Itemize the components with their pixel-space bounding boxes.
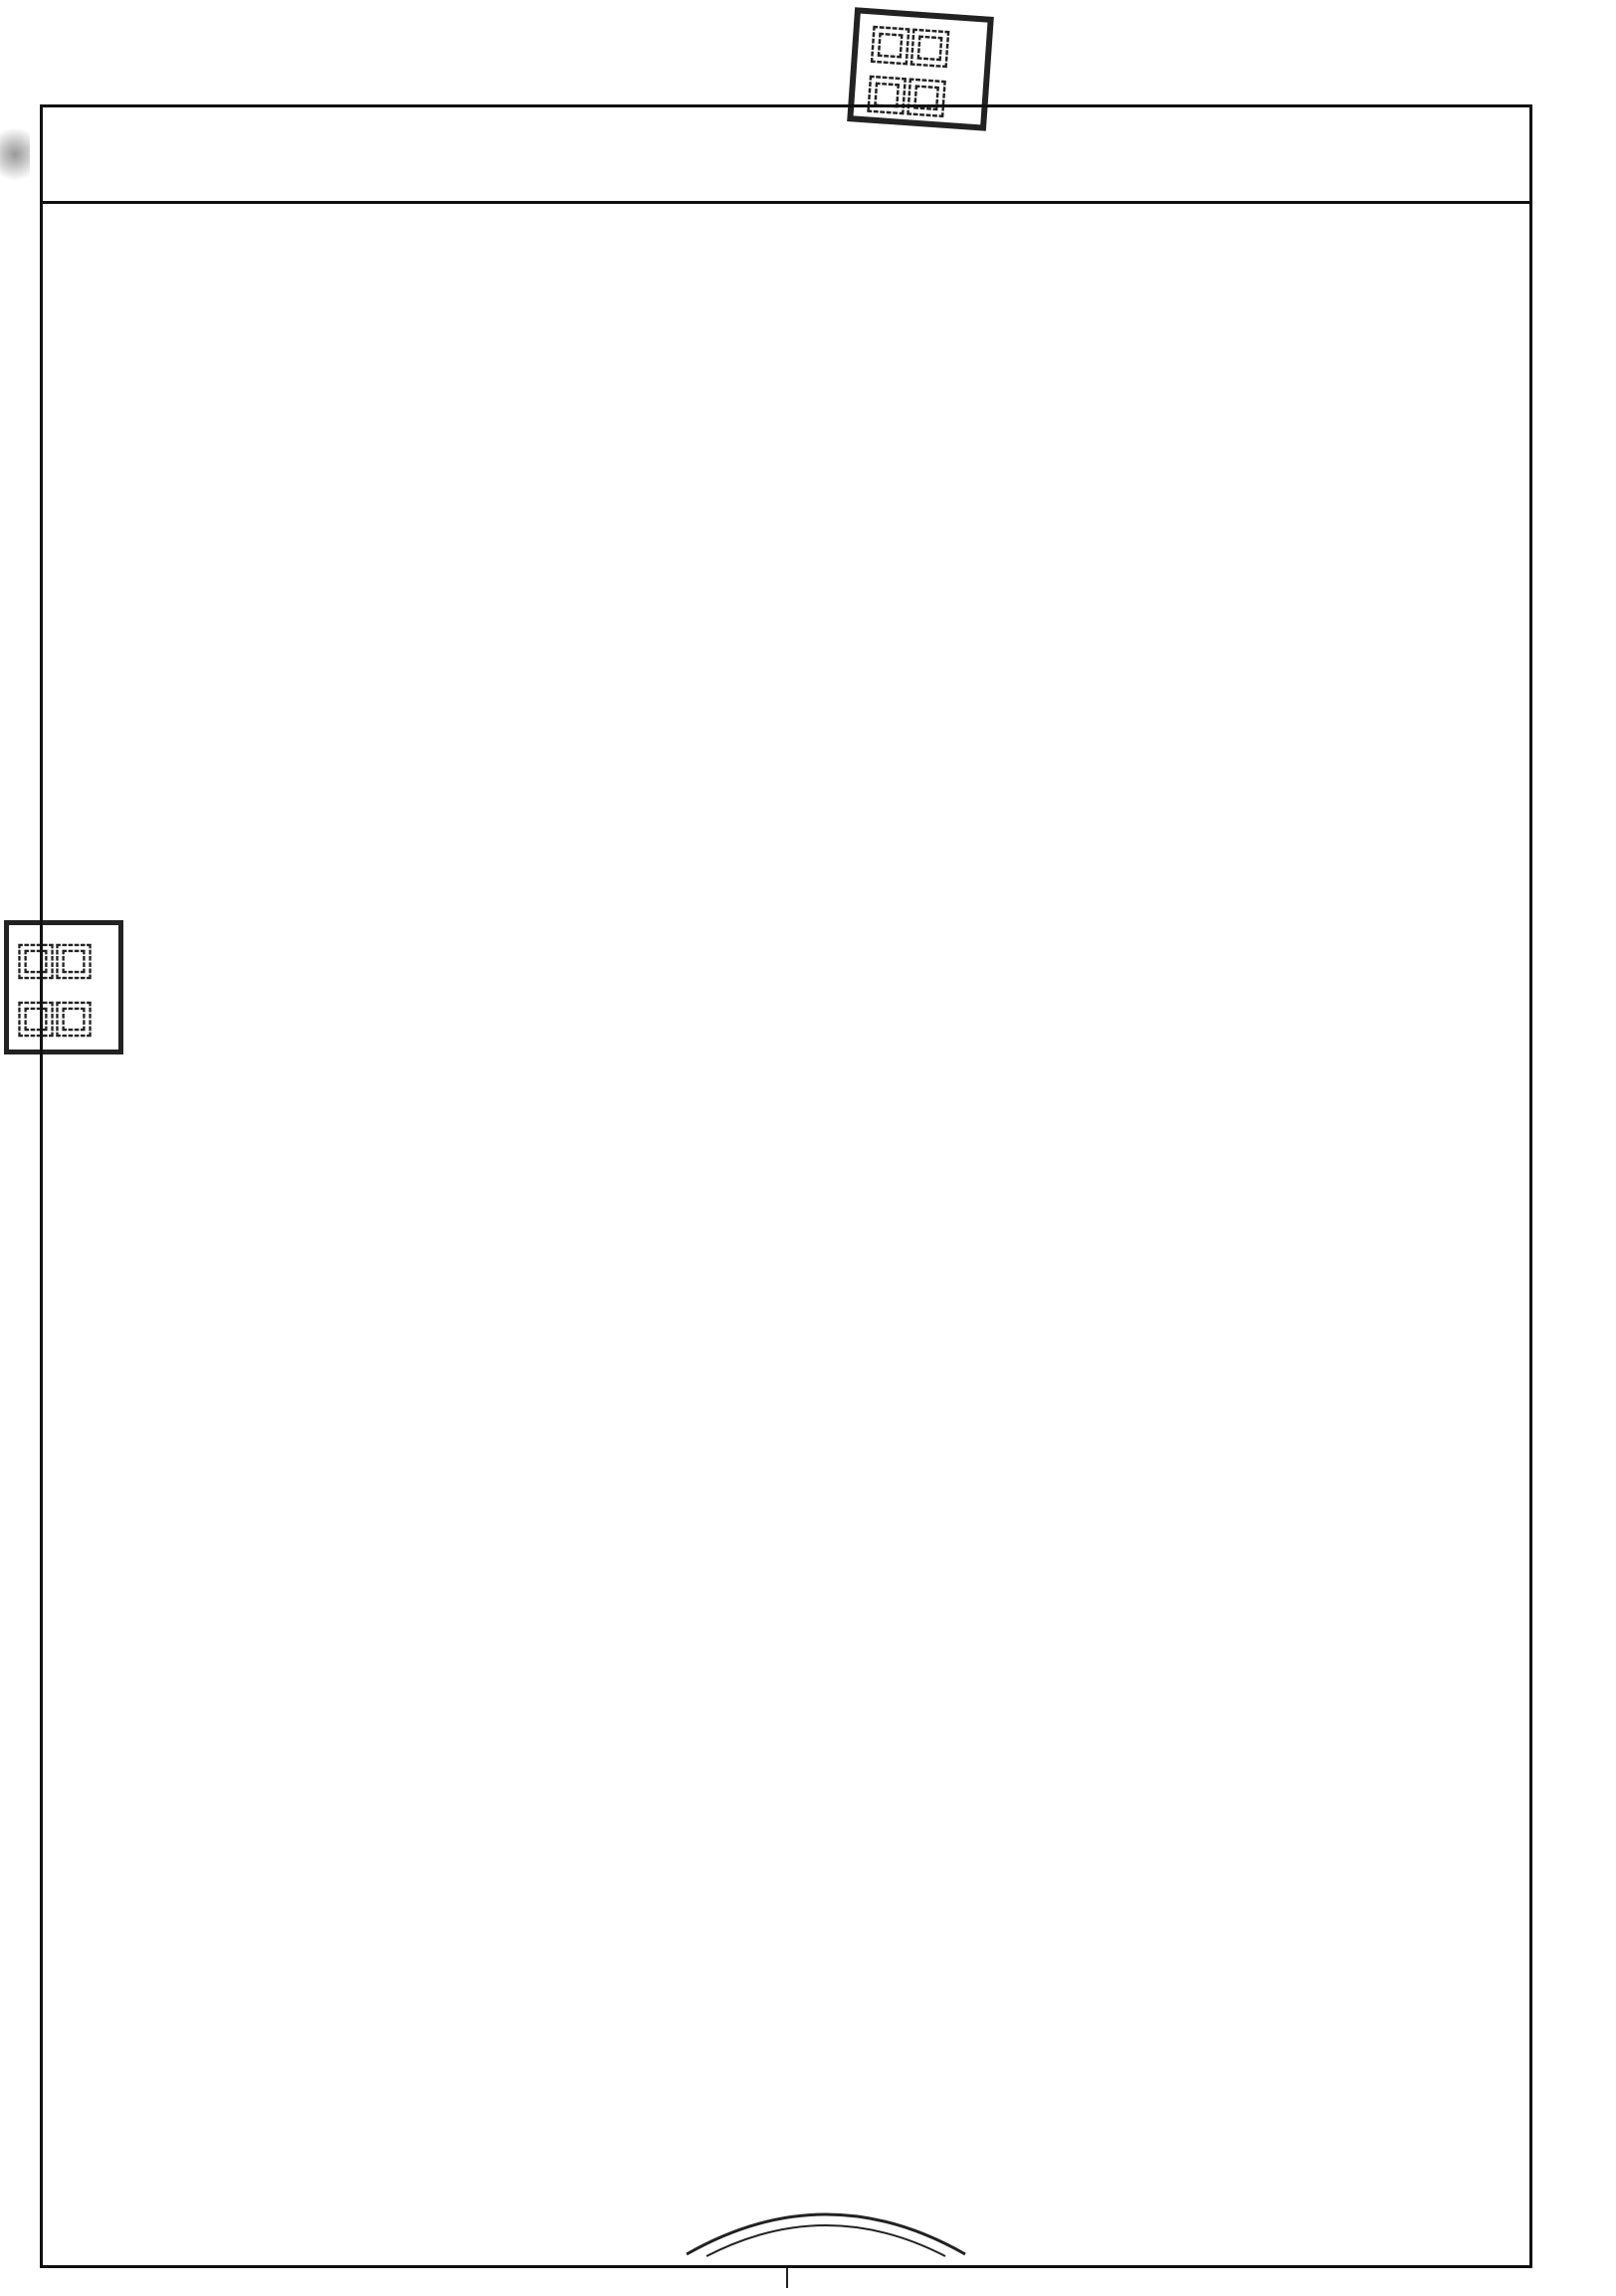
title-bar <box>40 104 1532 204</box>
footer-tick-mark <box>786 2268 788 2288</box>
left-edge-smudge <box>0 119 30 189</box>
top-seal-stamp: ⿴⿴ ⿴⿴ <box>847 7 994 130</box>
document-frame <box>40 104 1532 2268</box>
left-seal-stamp: ⿴⿴ ⿴⿴ <box>4 920 123 1054</box>
footer-number-stamp <box>677 2185 975 2264</box>
footer-stamp-arc <box>677 2185 975 2264</box>
